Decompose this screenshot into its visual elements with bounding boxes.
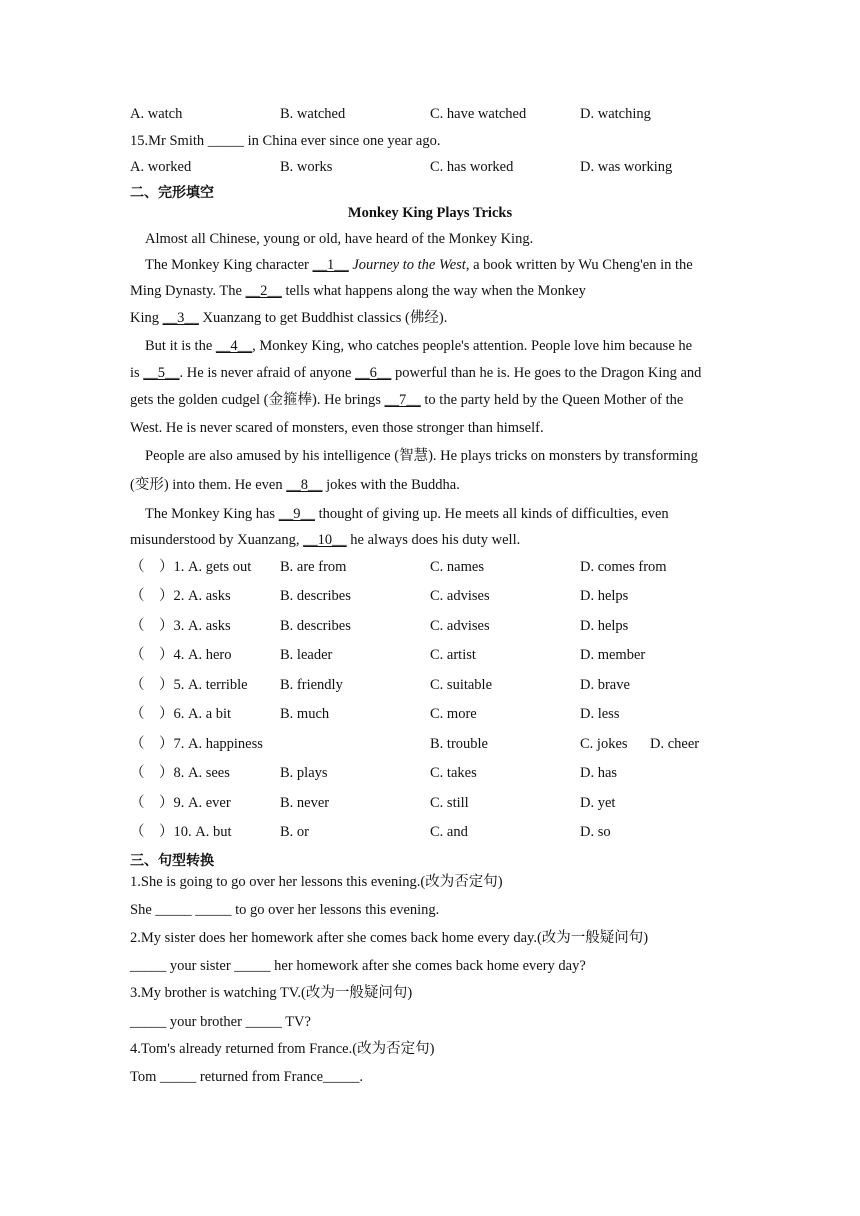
passage-p2-line2 bbox=[130, 282, 586, 300]
transform-q4: 4.Tom's already returned from France.(改为否定句) bbox=[130, 1041, 435, 1057]
choice-8-d: D. has bbox=[580, 765, 618, 781]
choice-9-a: （ ）9. A. ever bbox=[130, 795, 231, 811]
passage-p2-line3 bbox=[130, 309, 447, 327]
choice-9-d: D. yet bbox=[580, 795, 616, 811]
q15-stem: 15.Mr Smith _____ in China ever since one year ago. bbox=[130, 133, 441, 149]
choice-2-b: B. describes bbox=[280, 588, 351, 604]
choice-6-c: C. more bbox=[430, 706, 477, 722]
choice-1-b: B. are from bbox=[280, 559, 347, 575]
text: , a book written by Wu Cheng'en in the bbox=[465, 257, 693, 273]
blank-6: __6__ bbox=[355, 365, 392, 381]
q14-option-c: C. have watched bbox=[430, 106, 527, 122]
text: (变形) into them. He even bbox=[130, 477, 287, 493]
text: Xuanzang to get Buddhist classics (佛经). bbox=[198, 310, 448, 326]
text: he always does his duty well. bbox=[346, 532, 521, 548]
q14-option-a: A. watch bbox=[130, 106, 183, 122]
blank-7: __7__ bbox=[384, 392, 421, 408]
choice-5-a: （ ）5. A. terrible bbox=[130, 677, 248, 693]
transform-q3: 3.My brother is watching TV.(改为一般疑问句) bbox=[130, 985, 413, 1001]
choice-3-c: C. advises bbox=[430, 618, 490, 634]
blank-5: __5__ bbox=[143, 365, 180, 381]
blank-1: __1__ bbox=[312, 257, 349, 273]
text: powerful than he is. He goes to the Dragon King and bbox=[391, 365, 702, 381]
passage-p3-line1 bbox=[145, 337, 692, 355]
text: The Monkey King character bbox=[145, 257, 313, 273]
text: . He is never afraid of anyone bbox=[179, 365, 356, 381]
choice-10-d: D. so bbox=[580, 824, 611, 840]
book-title: Journey to the West bbox=[352, 257, 466, 273]
transform-a1: She _____ _____ to go over her lessons this evening. bbox=[130, 902, 440, 918]
transform-a2: _____ your sister _____ her homework after she comes back home every day? bbox=[130, 958, 586, 974]
choice-9-b: B. never bbox=[280, 795, 330, 811]
choice-1-c: C. names bbox=[430, 559, 484, 575]
q15-option-d: D. was working bbox=[580, 159, 673, 175]
choice-2-c: C. advises bbox=[430, 588, 490, 604]
choice-10-a: （ ）10. A. but bbox=[130, 824, 232, 840]
passage-p4-line2 bbox=[130, 476, 460, 494]
text: But it is the bbox=[145, 338, 216, 354]
choice-10-c: C. and bbox=[430, 824, 468, 840]
q15-option-a: A. worked bbox=[130, 159, 192, 175]
text: to the party held by the Queen Mother of the bbox=[420, 392, 684, 408]
choice-1-a: （ ）1. A. gets out bbox=[130, 559, 252, 575]
passage-p4-line1: People are also amused by his intelligence (智慧). He plays tricks on monsters by transforming bbox=[145, 448, 698, 464]
blank-2: __2__ bbox=[245, 283, 282, 299]
choice-1-d: D. comes from bbox=[580, 559, 667, 575]
text: tells what happens along the way when the Monkey bbox=[281, 283, 586, 299]
blank-10: __10__ bbox=[303, 532, 347, 548]
choice-7-a: （ ）7. A. happiness bbox=[130, 736, 263, 752]
q14-option-d: D. watching bbox=[580, 106, 651, 122]
choice-8-a: （ ）8. A. sees bbox=[130, 765, 230, 781]
passage-p2-line1 bbox=[145, 256, 693, 274]
passage-p3-line2 bbox=[130, 364, 701, 382]
choice-5-d: D. brave bbox=[580, 677, 630, 693]
text: misunderstood by Xuanzang, bbox=[130, 532, 304, 548]
passage-p3-line3 bbox=[130, 391, 683, 409]
choice-10-b: B. or bbox=[280, 824, 309, 840]
choice-6-d: D. less bbox=[580, 706, 620, 722]
transform-q1: 1.She is going to go over her lessons this evening.(改为否定句) bbox=[130, 874, 503, 890]
choice-7-d: D. cheer bbox=[650, 736, 700, 752]
blank-9: __9__ bbox=[278, 506, 315, 522]
section3-heading: 三、句型转换 bbox=[130, 853, 214, 869]
passage-p1: Almost all Chinese, young or old, have heard of the Monkey King. bbox=[145, 231, 534, 247]
choice-3-d: D. helps bbox=[580, 618, 629, 634]
choice-2-a: （ ）2. A. asks bbox=[130, 588, 231, 604]
passage-p3-line4: West. He is never scared of monsters, even those stronger than himself. bbox=[130, 420, 544, 436]
choice-4-b: B. leader bbox=[280, 647, 333, 663]
q15-option-c: C. has worked bbox=[430, 159, 514, 175]
choice-6-a: （ ）6. A. a bit bbox=[130, 706, 232, 722]
passage-p5-line1 bbox=[145, 505, 669, 523]
blank-3: __3__ bbox=[162, 310, 199, 326]
text: The Monkey King has bbox=[145, 506, 279, 522]
choice-8-c: C. takes bbox=[430, 765, 477, 781]
choice-5-c: C. suitable bbox=[430, 677, 493, 693]
transform-q2: 2.My sister does her homework after she comes back home every day.(改为一般疑问句) bbox=[130, 930, 649, 946]
text: Ming Dynasty. The bbox=[130, 283, 246, 299]
text: King bbox=[130, 310, 163, 326]
choice-7-b: B. trouble bbox=[430, 736, 488, 752]
choice-4-c: C. artist bbox=[430, 647, 476, 663]
choice-4-d: D. member bbox=[580, 647, 646, 663]
choice-8-b: B. plays bbox=[280, 765, 328, 781]
choice-3-b: B. describes bbox=[280, 618, 351, 634]
choice-5-b: B. friendly bbox=[280, 677, 343, 693]
text: , Monkey King, who catches people's attention. People love him because he bbox=[252, 338, 693, 354]
text: is bbox=[130, 365, 144, 381]
passage-p5-line2 bbox=[130, 531, 520, 549]
transform-a3: _____ your brother _____ TV? bbox=[130, 1014, 311, 1030]
q14-option-b: B. watched bbox=[280, 106, 346, 122]
q15-option-b: B. works bbox=[280, 159, 333, 175]
section2-heading: 二、完形填空 bbox=[130, 185, 214, 201]
blank-8: __8__ bbox=[286, 477, 323, 493]
text: thought of giving up. He meets all kinds of difficulties, even bbox=[314, 506, 669, 522]
text: gets the golden cudgel (金箍棒). He brings bbox=[130, 392, 385, 408]
choice-3-a: （ ）3. A. asks bbox=[130, 618, 231, 634]
choice-9-c: C. still bbox=[430, 795, 469, 811]
choice-4-a: （ ）4. A. hero bbox=[130, 647, 232, 663]
choice-7-c: C. jokes bbox=[580, 736, 628, 752]
transform-a4: Tom _____ returned from France_____. bbox=[130, 1069, 363, 1085]
choice-6-b: B. much bbox=[280, 706, 330, 722]
blank-4: __4__ bbox=[215, 338, 253, 354]
text: jokes with the Buddha. bbox=[322, 477, 460, 493]
passage-title: Monkey King Plays Tricks bbox=[347, 205, 513, 221]
choice-2-d: D. helps bbox=[580, 588, 629, 604]
